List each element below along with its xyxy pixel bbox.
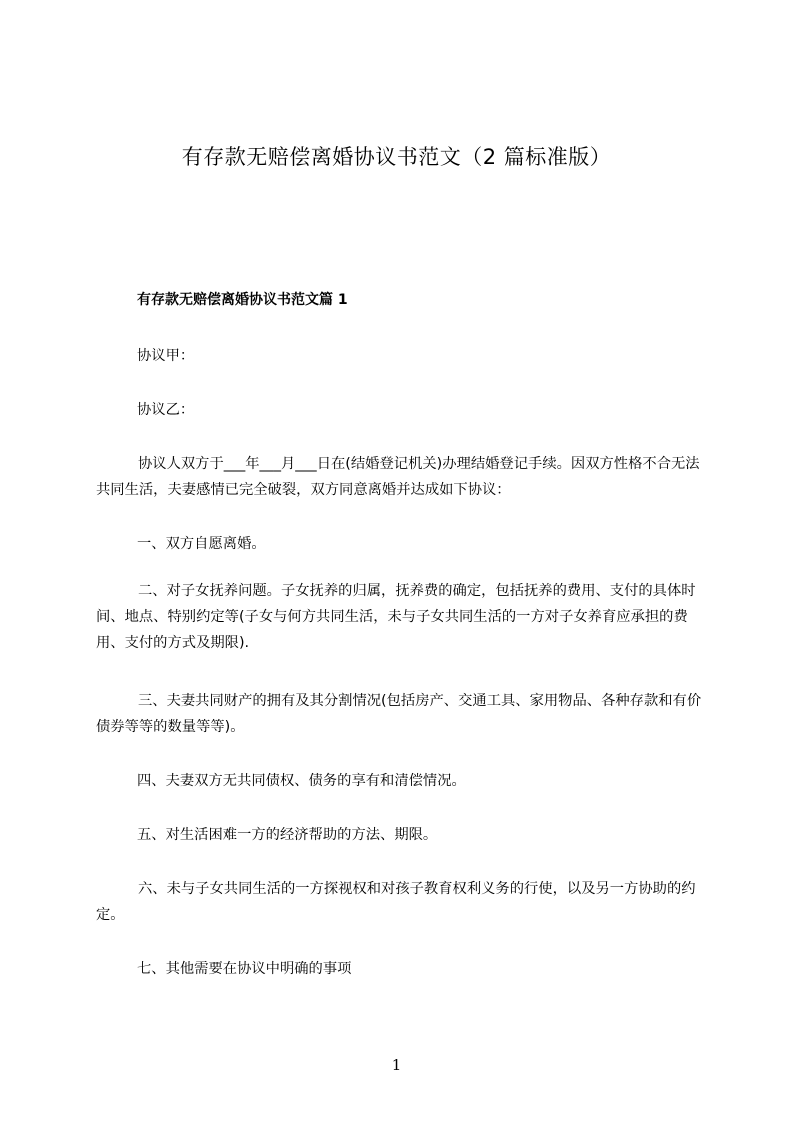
clause-7: 七、其他需要在协议中明确的事项 [137, 961, 352, 977]
party-b-line: 协议乙： [137, 402, 195, 418]
clause-4: 四、夫妻双方无共同债权、债务的享有和清偿情况。 [137, 773, 466, 789]
party-a-line: 协议甲： [137, 348, 195, 364]
section-heading: 有存款无赔偿离婚协议书范文篇 1 [137, 292, 348, 308]
clause-2: 二、对子女抚养问题。子女抚养的归属，抚养费的确定，包括抚养的费用、支付的具体时间、地点、特别约定等(子女与何方共同生活，未与子女共同生活的一方对子女养育应承担的费用、支付的方式及期限). [96, 583, 696, 651]
paragraph-intro: 协议人双方于___年___月___日在(结婚登记机关)办理结婚登记手续。因双方性格不合无法共同生活，夫妻感情已完全破裂，双方同意离婚并达成如下协议： [96, 456, 700, 498]
clause-3: 三、夫妻共同财产的拥有及其分割情况(包括房产、交通工具、家用物品、各种存款和有价债券等等的数量等等)。 [96, 693, 702, 735]
clause-6: 六、未与子女共同生活的一方探视权和对孩子教育权利义务的行使，以及另一方协助的约定。 [96, 881, 696, 923]
document-title: 有存款无赔偿离婚协议书范文（2 篇标准版） [181, 145, 612, 169]
page-number: 1 [391, 1056, 402, 1074]
clause-5: 五、对生活困难一方的经济帮助的方法、期限。 [137, 827, 438, 843]
clause-1: 一、双方自愿离婚。 [137, 536, 266, 552]
